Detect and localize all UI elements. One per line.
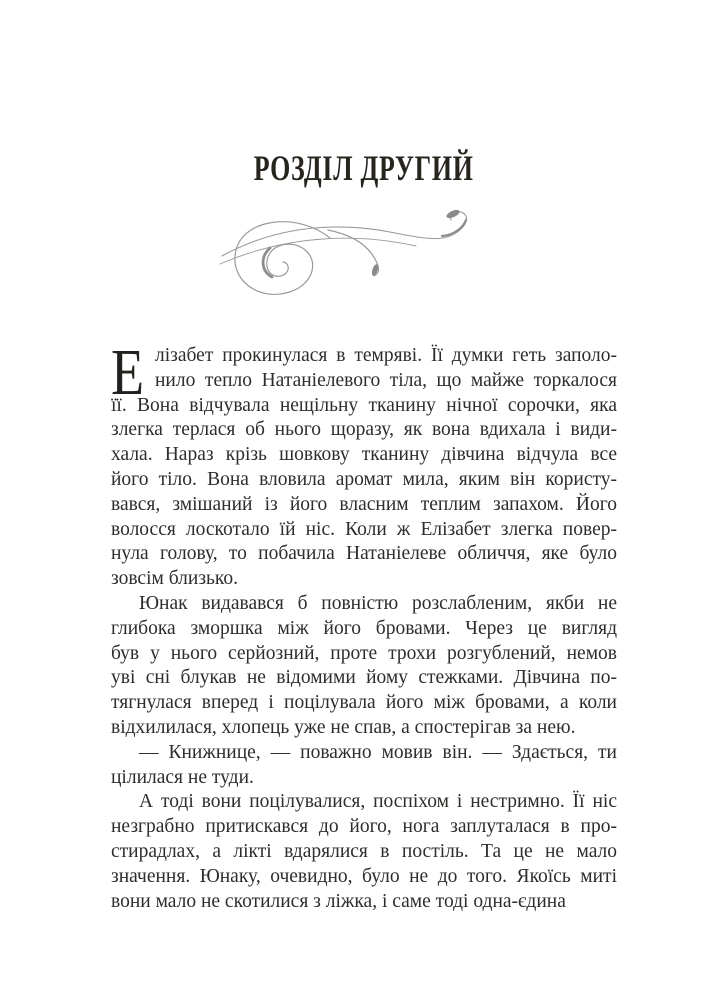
text-line: А тоді вони поцілувалися, поспіхом і нестримно. Її ніс [139,791,617,813]
text-line: нула голову, то побачила Натаніелеве обличчя, яке було [111,543,617,565]
text-line: її. Вона відчувала нещільну тканину нічної сорочки, яка [111,394,617,416]
chapter-title-text: РОЗДІЛ ДРУГИЙ [254,148,474,188]
text-line: зовсім близько. [111,568,239,590]
paragraph [111,336,617,592]
body-text [111,336,617,914]
text-line: глибока зморшка між його бровами. Через це вигляд [111,617,617,639]
text-line: злегка терлася об нього щоразу, як вона вдихала і види- [111,419,617,441]
text-line: незграбно притискався до його, нога заплуталася в про- [111,816,617,838]
text-line: лізабет прокинулася в темряві. Її думки геть заполо- [155,345,617,366]
chapter-ornament [180,196,580,316]
text-line: був у нього серйозний, проте трохи розгублений, немов [111,642,617,664]
paragraph [111,741,617,791]
chapter-title [111,150,617,186]
paragraph [111,790,617,914]
text-line: Юнак видавався б повністю розслабленим, якби не [139,592,617,614]
text-line: уві сні блукав не відомими йому стежками. Дівчина по- [111,667,617,689]
text-line: його тіло. Вона вловила аромат мила, яким він користу- [111,468,617,490]
text-line: вони мало не скотилися з ліжка, і саме тоді одна-єдина [111,890,566,912]
text-line: вався, змішаний із його власним теплим запахом. Його [111,493,617,515]
text-line: тягнулася вперед і поцілувала його між бровами, а коли [111,692,617,714]
flourish-icon [180,196,580,316]
text-line: стирадлах, а лікті вдарялися в постіль. Та це не мало [111,840,617,862]
text-line: цілилася не туди. [111,766,254,788]
text-line: значення. Юнаку, очевидно, було не до того. Якоїсь миті [111,865,617,887]
text-line: — Книжнице, — поважно мовив він. — Здається, ти [139,741,617,763]
text-line: хала. Нараз крізь шовкову тканину дівчина відчула все [111,444,617,466]
text-line: волосся лоскотало їй ніс. Коли ж Елізабет злегка повер- [111,518,617,540]
text-line: нило тепло Натаніелевого тіла, що майже торкалося [155,369,617,391]
text-line: відхилилася, хлопець уже не спав, а спостерігав за нею. [111,716,576,738]
drop-cap: Е [111,336,145,409]
paragraph [111,592,617,741]
